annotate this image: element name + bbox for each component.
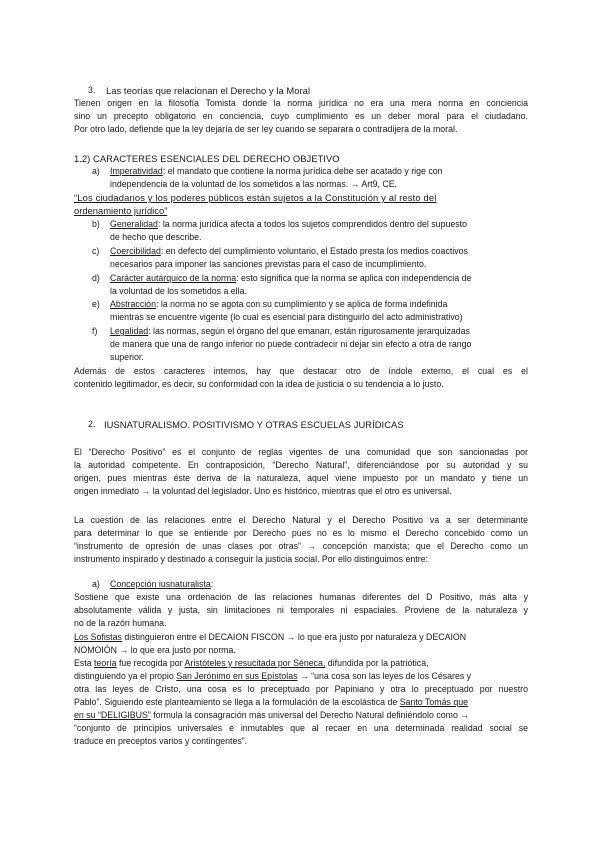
quote-line: “Los ciudadanos y los poderes públicos están sujetos a la Constitución y al resto del [74, 192, 437, 203]
list-marker: b) [92, 219, 100, 229]
list-text: : esto significa que la norma se aplica con independencia de [236, 273, 472, 283]
paragraph-line: Por otro lado, defiende que la ley dejaría de ser ley cuando se separara o contradijera de la moral. [74, 124, 458, 134]
list-text: necesarios para imponer las sanciones previstas para el caso de incumplimiento. [110, 259, 427, 269]
list-term: Abstracción [110, 299, 156, 309]
paragraph-line [74, 657, 528, 670]
list-item [110, 325, 528, 338]
list-text: la voluntad de los sometidos a ella. [110, 286, 247, 296]
paragraph-text: → “una cosa son las leyes de los Césares y [297, 671, 472, 681]
term-underlined: Los Sofistas [74, 632, 122, 642]
list-item [110, 165, 528, 178]
paragraph-text: Esta [74, 658, 95, 668]
paragraph-line: para determinar lo que se entiende por Derecho pues no es lo mismo el Derecho concebido como un [74, 528, 528, 538]
list-item [110, 245, 528, 258]
list-marker: a) [92, 166, 100, 176]
list-term: Imperatividad [110, 166, 163, 176]
list-term: Concepción iusnaturalista [110, 579, 211, 589]
paragraph-line: Además de estos caracteres internos, hay que destacar otro de índole externo, el cual es el [74, 366, 528, 376]
paragraph-line: traduce en preceptos varios y contingentes”. [74, 736, 248, 746]
paragraph-line: instrumento inspirado y destinado a conseguir la justicia social. Por ello distinguimos entre: [74, 554, 429, 564]
paragraph-line: sino un precepto obligatorio en conciencia, cuyo cumplimiento es un deber moral para el ciudadano. [74, 111, 528, 121]
paragraph-line: El “Derecho Positivo” es el conjunto de reglas vigentes de una comunidad que son sancionadas por [74, 447, 528, 457]
paragraph-text: difundida por la patriótica, [325, 658, 429, 668]
term-underlined: Santo Tomás que [399, 697, 468, 707]
list-term: Legalidad [110, 326, 149, 336]
list-item [110, 578, 410, 591]
paragraph-line: origen inmediato → la voluntad del legislador. Uno es histórico, mientras que el otro es universal. [74, 486, 452, 496]
term-underlined: teoría [94, 658, 117, 668]
section-number: 3. [88, 85, 96, 95]
list-marker: e) [92, 299, 100, 309]
list-item [110, 218, 528, 231]
paragraph-line [74, 670, 528, 683]
list-item [110, 298, 528, 311]
paragraph-line: NOMOIÓN → lo que era justo por norma. [74, 645, 236, 655]
paragraph-line: la autoridad competente. En contraposición, “Derecho Natural”, diferenciándose por su autoridad y su [74, 460, 528, 470]
list-marker: c) [92, 246, 100, 256]
list-term: Coercibilidad [110, 246, 161, 256]
paragraph-line: otra las leyes de Cristo, una cosa es lo preceptuado por Papiniano y otra lo preceptuado por nuestro [74, 684, 528, 694]
paragraph-line: origen, pues mientras éste deriva de la naturaleza, aquel viene impuesto por un mandato y tiene un [74, 473, 528, 483]
list-text: : [210, 579, 214, 589]
paragraph-line [74, 709, 528, 722]
list-text: de manera que una de rango inferior no puede contradecir ni dejar sin efecto a otra de rango [110, 339, 472, 349]
list-marker: f) [92, 326, 98, 336]
section-number: 2. [88, 419, 96, 429]
paragraph-text: formula la consagración más universal del Derecho Natural definiéndolo como → [150, 710, 470, 720]
list-marker: d) [92, 273, 100, 283]
paragraph-text: distinguieron entre el DECAION FISCON → lo que era justo por naturaleza y DECAION [121, 632, 467, 642]
list-text: : la norma no se agota con su cumplimiento y se aplica de forma indefinida [155, 299, 448, 309]
list-text: : las normas, según el órgano del que emanan, están rigurosamente jerarquizadas [148, 326, 470, 336]
paragraph-line: “instrumento de opresión de unas clases por otras” → concepción marxista; que el Derecho como un [74, 541, 528, 551]
list-marker: a) [92, 579, 100, 589]
term-underlined: San Jerónimo en sus Epístolas [176, 671, 298, 681]
paragraph-line: absolutamente válida y justa, sin limitaciones ni temporales ni espaciales. Proviene de la naturaleza y [74, 605, 528, 615]
term-underlined: Aristóteles y resucitada por Séneca, [184, 658, 326, 668]
paragraph-line: contenido legitimador, es decir, su conformidad con la idea de justicia o su tendencia a lo justo. [74, 379, 444, 389]
paragraph-line: La cuestión de las relaciones entre el Derecho Natural y el Derecho Positivo va a ser determinante [74, 515, 528, 525]
list-text: : la norma jurídica afecta a todos los sujetos comprendidos dentro del supuesto [157, 219, 467, 229]
paragraph-line: “conjunto de principios universales e inmutables que al recaer en una determinada realidad social se [74, 723, 528, 733]
list-text: : el mandato que contiene la norma jurídica debe ser acatado y rige con [162, 166, 443, 176]
paragraph-text: fue recogida por [116, 658, 185, 668]
list-term: Generalidad [110, 219, 158, 229]
paragraph-line: Sostiene que existe una ordenación de las relaciones humanas diferentes del D Positivo, más alta y [74, 592, 528, 602]
section-title: IUSNATURALISMO. POSITIVISMO Y OTRAS ESCUELAS JURÍDICAS [104, 419, 404, 430]
section-title: 1.2) CARACTERES ESENCIALES DEL DERECHO OBJETIVO [74, 153, 340, 164]
list-term: Carácter autárquico de la norma [110, 273, 237, 283]
paragraph-text: Pablo”. Siguiendo este planteamiento se llega a la formulación de la escolástica de [74, 697, 400, 707]
section-title: Las teorías que relacionan el Derecho y la Moral [106, 85, 311, 96]
quote-line: ordenamiento jurídico” [74, 205, 168, 216]
list-text: mientras se encuentre vigente (lo cual es esencial para distinguirlo del acto administrativo) [110, 312, 463, 322]
list-item [110, 272, 528, 285]
list-text: independencia de la voluntad de los sometidos a las normas. → Art9, CE. [110, 179, 398, 189]
paragraph-line [74, 696, 528, 709]
list-text: de hecho que describe. [110, 232, 202, 242]
list-text: : en defecto del cumplimiento voluntario, el Estado presta los medios coactivos [160, 246, 468, 256]
list-text: superior. [110, 352, 144, 362]
paragraph-line: Tienen origen en la filosofía Tomista donde la norma jurídica no era una mera norma en conciencia [74, 98, 528, 108]
term-underlined: en su “DELIGIBUS” [74, 710, 151, 720]
paragraph-line [74, 631, 528, 644]
paragraph-text: distinguiendo ya el propio [74, 671, 177, 681]
paragraph-line: no de la razón humana. [74, 618, 167, 628]
